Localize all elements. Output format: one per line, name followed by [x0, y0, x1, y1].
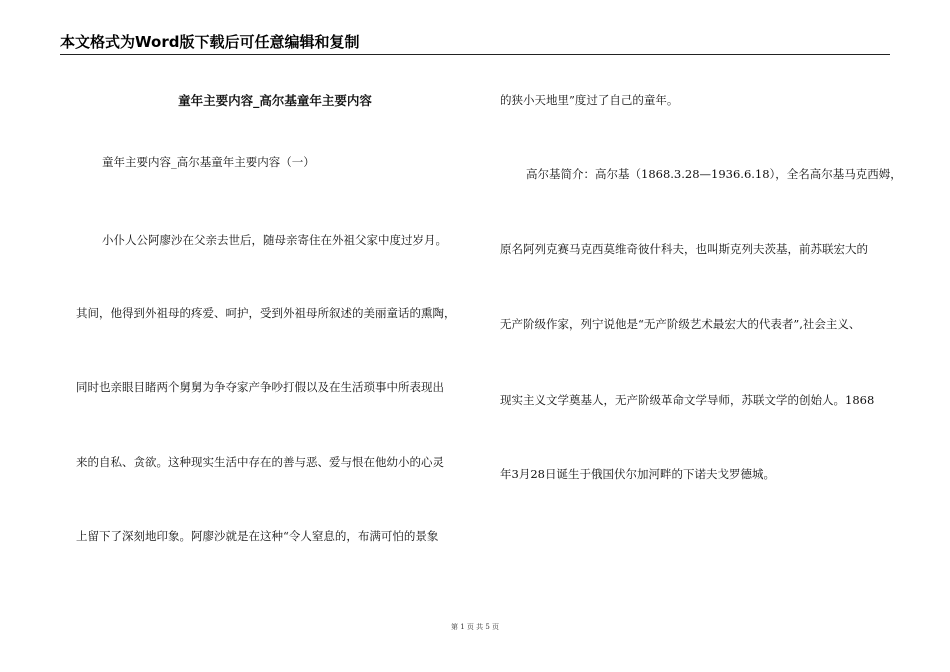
- paragraph-line: 小仆人公阿廖沙在父亲去世后，随母亲寄住在外祖父家中度过岁月。: [102, 233, 447, 247]
- paragraph-line: 年3月28日诞生于俄国伏尔加河畔的下诺夫戈罗德城。: [500, 467, 775, 481]
- paragraph-line: 同时也亲眼目睹两个舅舅为争夺家产争吵打假以及在生活琐事中所表现出: [76, 380, 444, 394]
- paragraph-line: 上留下了深刻地印象。阿廖沙就是在这种“令人窒息的，布满可怕的景象: [76, 529, 439, 543]
- paragraph-line: 高尔基简介：高尔基（1868.3.28—1936.6.18），全名高尔基马克西姆，: [526, 167, 902, 181]
- paragraph-line: 原名阿列克赛马克西莫维奇彼什科夫，也叫斯克列夫茨基，前苏联宏大的: [500, 242, 868, 256]
- page-number-footer: 第 1 页 共 5 页: [450, 623, 500, 631]
- paragraph-line: 童年主要内容_高尔基童年主要内容（一）: [102, 155, 315, 169]
- paragraph-line: 无产阶级作家，列宁说他是“无产阶级艺术最宏大的代表者”,社会主义、: [500, 317, 861, 331]
- document-header-banner: 本文格式为Word版下载后可任意编辑和复制: [60, 30, 890, 55]
- paragraph-line: 其间，他得到外祖母的疼爱、呵护，受到外祖母所叙述的美丽童话的熏陶，: [76, 306, 456, 320]
- paragraph-line: 来的自私、贪欲。这种现实生活中存在的善与恶、爱与恨在他幼小的心灵: [76, 455, 444, 469]
- document-title: 童年主要内容_高尔基童年主要内容: [178, 93, 372, 108]
- paragraph-line: 的狭小天地里”度过了自己的童年。: [500, 93, 679, 107]
- paragraph-line: 现实主义文学奠基人，无产阶级革命文学导师，苏联文学的创始人。1868: [500, 393, 875, 407]
